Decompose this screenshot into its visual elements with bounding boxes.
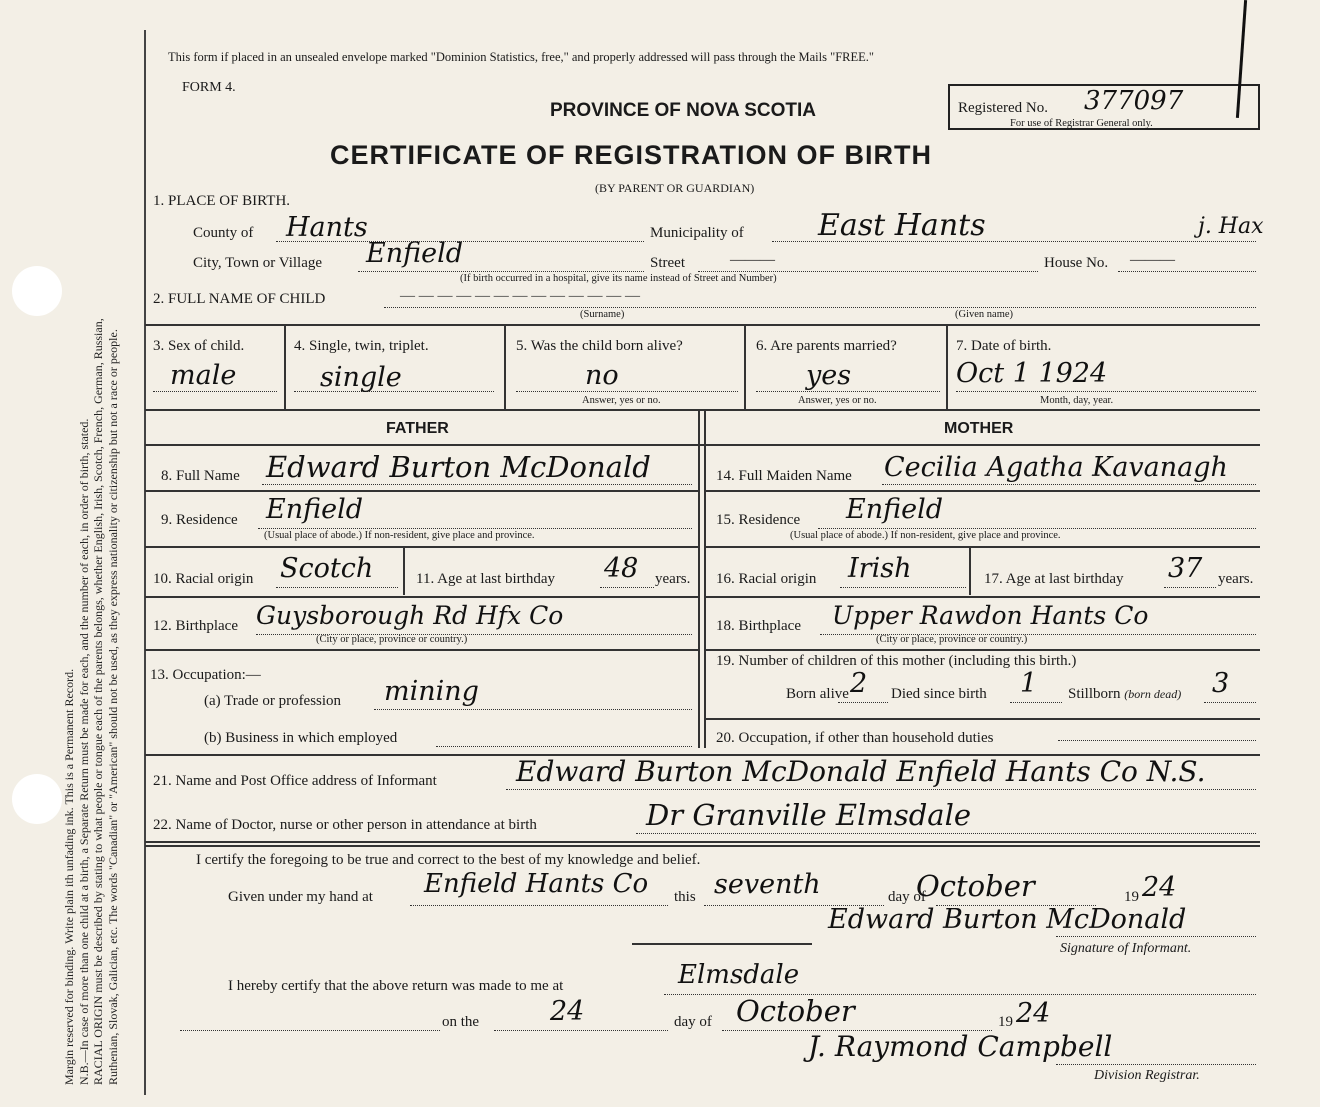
father-residence-value: Enfield	[266, 494, 364, 525]
mother-age-line	[1164, 587, 1216, 588]
mother-occupation-label: 20. Occupation, if other than household duties	[716, 730, 994, 746]
mother-residence-value: Enfield	[846, 494, 944, 525]
stillborn-line	[1204, 702, 1256, 703]
father-abode-note: (Usual place of abode.) If non-resident, give place and province.	[264, 530, 535, 541]
doctor-value: Dr Granville Elmsdale	[646, 798, 972, 832]
mother-racial-label: 16. Racial origin	[716, 571, 817, 587]
municipality-extra: j. Hax	[1198, 214, 1264, 239]
date-of-birth-line	[956, 391, 1256, 392]
registrar-signature-label: Division Registrar.	[1094, 1068, 1200, 1083]
street-value: ———	[730, 252, 775, 268]
given-place-line	[410, 905, 668, 906]
father-racial-line	[276, 587, 398, 588]
registrar-on-the-label: on the	[442, 1014, 480, 1030]
given-month-value: October	[916, 869, 1035, 903]
occupation-label: 13. Occupation:—	[150, 667, 261, 683]
father-residence-label: 9. Residence	[161, 512, 238, 528]
stillborn-label-text: Stillborn	[1068, 686, 1121, 702]
given-day-of-label: day of	[888, 889, 926, 905]
house-number-label: House No.	[1044, 255, 1109, 271]
province-heading: PROVINCE OF NOVA SCOTIA	[550, 100, 817, 121]
place-of-birth-heading: 1. PLACE OF BIRTH.	[153, 193, 291, 209]
side-note-binding: Margin reserved for binding. Write plain ith unfading ink. This is a Permanent Record.	[62, 668, 76, 1085]
street-label: Street	[650, 255, 685, 271]
postal-notice: This form if placed in an unsealed envelope marked "Dominion Statistics, free," and properly addressed will pass through the Mails "FREE."	[168, 50, 875, 64]
sex-value: male	[170, 360, 237, 391]
registered-number-box	[948, 84, 1260, 130]
business-line	[436, 746, 692, 747]
father-city-note: (City or place, province or country.)	[316, 634, 468, 645]
registrar-month-value: October	[736, 994, 855, 1028]
father-rule-1	[145, 490, 698, 492]
father-racial-value: Scotch	[280, 553, 374, 584]
date-of-birth-label: 7. Date of birth.	[956, 338, 1052, 354]
born-alive-note: Answer, yes or no.	[582, 395, 661, 406]
mother-birthplace-value: Upper Rawdon Hants Co	[832, 601, 1149, 630]
father-name-line	[262, 484, 692, 485]
mother-residence-label: 15. Residence	[716, 512, 801, 528]
side-note-multiple-births: N.B.—In case of more than one child at a birth, a Separate Return must be made for each, and the number of each, in order of birth, stated.	[76, 418, 91, 1085]
parents-married-line	[756, 391, 940, 392]
father-age-value: 48	[604, 553, 639, 584]
street-line	[698, 271, 1038, 272]
plurality-label: 4. Single, twin, triplet.	[294, 338, 429, 354]
plurality-value: single	[320, 362, 402, 393]
registrar-day-value: 24	[550, 996, 585, 1027]
died-since-birth-value: 1	[1020, 668, 1038, 699]
mother-rule-4	[705, 649, 1260, 651]
died-since-birth-label: Died since birth	[891, 686, 987, 702]
stillborn-value: 3	[1212, 668, 1230, 699]
rule-double-1	[145, 841, 1260, 843]
mother-name-label: 14. Full Maiden Name	[716, 468, 852, 484]
mother-racial-divider	[969, 547, 971, 595]
mother-racial-line	[840, 587, 966, 588]
registrar-day-of-label: day of	[674, 1014, 712, 1030]
mother-age-value: 37	[1168, 553, 1203, 584]
informant-certification-text: I certify the foregoing to be true and correct to the best of my knowledge and belief.	[196, 852, 701, 868]
registrar-line-left	[180, 1030, 440, 1031]
father-rule-4	[145, 649, 698, 651]
registrar-certification-text: I hereby certify that the above return was made to me at	[228, 978, 564, 994]
vrule-alive	[744, 325, 746, 409]
registrar-year-value: 24	[1016, 998, 1051, 1029]
city-value: Enfield	[366, 238, 464, 269]
informant-line	[506, 789, 1256, 790]
mother-abode-note: (Usual place of abode.) If non-resident, give place and province.	[790, 530, 1061, 541]
given-place-value: Enfield Hants Co	[424, 869, 649, 899]
side-note-racial-origin-cont: Ruthenian, Slovak, Galician, etc. The words "Canadian" or "American" should not be used, as they express nationality or citizenship but not a race or people.	[105, 329, 120, 1085]
doctor-line	[636, 833, 1256, 834]
punch-hole-top	[12, 266, 62, 316]
father-birthplace-value: Guysborough Rd Hfx Co	[256, 601, 564, 630]
father-racial-label: 10. Racial origin	[153, 571, 254, 587]
registrar-use-note: For use of Registrar General only.	[1010, 118, 1153, 129]
registered-number-value: 377097	[1084, 86, 1184, 116]
registrar-day-line	[494, 1030, 668, 1031]
father-age-label: 11. Age at last birthday	[416, 571, 555, 587]
registered-number-label: Registered No.	[958, 100, 1048, 116]
born-alive-value: no	[585, 360, 619, 391]
informant-signature-label: Signature of Informant.	[1060, 941, 1192, 956]
given-year-value: 24	[1142, 872, 1177, 903]
children-count-label: 19. Number of children of this mother (including this birth.)	[716, 653, 1077, 669]
municipality-value: East Hants	[818, 208, 986, 243]
born-alive-count-value: 2	[850, 668, 868, 699]
parents-married-value: yes	[806, 360, 852, 391]
house-number-line	[1118, 271, 1256, 272]
center-divider-right	[704, 410, 706, 748]
mother-rule-3	[705, 596, 1260, 598]
stillborn-label	[1068, 686, 1181, 703]
registrar-signature: J. Raymond Campbell	[808, 1030, 1113, 1063]
registrar-signature-line	[1056, 1064, 1256, 1065]
certificate-title: CERTIFICATE OF REGISTRATION OF BIRTH	[330, 140, 932, 170]
born-alive-count-line	[838, 702, 888, 703]
father-name-value: Edward Burton McDonald	[266, 450, 651, 484]
informant-signature-line	[1056, 936, 1256, 937]
born-alive-count-label: Born alive	[786, 686, 849, 702]
father-racial-divider	[403, 547, 405, 595]
vrule-married	[946, 325, 948, 409]
binding-margin-line	[144, 30, 146, 1095]
date-of-birth-value: Oct 1 1924	[956, 358, 1108, 389]
sex-line	[153, 391, 277, 392]
side-note-racial-origin: RACIAL ORIGIN must be described by stating to what people or tongue each of the parents belongs, whether English, Irish, Scotch, French, German, Russian,	[91, 318, 105, 1085]
father-residence-line	[258, 528, 692, 529]
house-number-value: ———	[1130, 252, 1175, 268]
mother-rule-2	[705, 546, 1260, 548]
mother-heading: MOTHER	[944, 420, 1014, 437]
registrar-place-value: Elmsdale	[678, 960, 800, 990]
mother-age-years: years.	[1218, 571, 1254, 587]
born-alive-label: 5. Was the child born alive?	[516, 338, 683, 354]
mother-name-line	[882, 484, 1256, 485]
county-value: Hants	[286, 212, 368, 243]
mother-city-note: (City or place, province or country.)	[876, 634, 1028, 645]
trade-label: (a) Trade or profession	[204, 693, 342, 709]
sex-label: 3. Sex of child.	[153, 338, 245, 354]
father-rule-2	[145, 546, 698, 548]
rule-after-child-details	[145, 409, 1260, 411]
certificate-subtitle: (BY PARENT OR GUARDIAN)	[595, 181, 755, 195]
given-day-value: seventh	[714, 869, 821, 900]
child-name-line	[384, 307, 1256, 308]
trade-value: mining	[384, 676, 479, 707]
given-year-prefix: 19	[1124, 889, 1139, 905]
informant-signature: Edward Burton McDonald	[828, 904, 1187, 935]
informant-value: Edward Burton McDonald Enfield Hants Co N.S.	[516, 755, 1206, 788]
given-under-hand-label: Given under my hand at	[228, 889, 373, 905]
given-this-label: this	[674, 889, 696, 905]
mother-name-value: Cecilia Agatha Kavanagh	[884, 452, 1228, 483]
father-age-years: years.	[655, 571, 691, 587]
hospital-note: (If birth occurred in a hospital, give its name instead of Street and Number)	[460, 273, 777, 284]
mother-birthplace-label: 18. Birthplace	[716, 618, 801, 634]
born-alive-line	[516, 391, 738, 392]
mother-rule-5	[705, 718, 1260, 720]
mother-residence-line	[818, 528, 1256, 529]
mother-rule-1	[705, 490, 1260, 492]
stillborn-note: (born dead)	[1124, 687, 1182, 701]
doctor-label: 22. Name of Doctor, nurse or other person in attendance at birth	[153, 817, 537, 833]
city-label: City, Town or Village	[193, 255, 323, 271]
surname-note: (Surname)	[580, 309, 625, 320]
registrar-year-prefix: 19	[998, 1014, 1013, 1030]
rule-under-parent-headings	[145, 444, 1260, 446]
father-birthplace-label: 12. Birthplace	[153, 618, 238, 634]
center-divider-left	[698, 410, 700, 748]
child-name-value: — — — — — — — — — — — — —	[400, 288, 640, 304]
parents-married-note: Answer, yes or no.	[798, 395, 877, 406]
form-number: FORM 4.	[182, 80, 236, 95]
date-of-birth-note: Month, day, year.	[1040, 395, 1114, 406]
separator-line	[632, 943, 812, 945]
informant-label: 21. Name and Post Office address of Informant	[153, 773, 437, 789]
vrule-plurality	[504, 325, 506, 409]
father-heading: FATHER	[386, 420, 449, 437]
father-age-line	[600, 587, 654, 588]
vrule-sex	[284, 325, 286, 409]
side-notes	[62, 5, 120, 1085]
trade-line	[374, 709, 692, 710]
rule-after-child-name	[145, 324, 1260, 326]
child-name-label: 2. FULL NAME OF CHILD	[153, 291, 326, 307]
died-since-birth-line	[1010, 702, 1062, 703]
given-name-note: (Given name)	[955, 309, 1014, 320]
mother-racial-value: Irish	[848, 553, 912, 584]
punch-hole-bottom	[12, 774, 62, 824]
mother-age-label: 17. Age at last birthday	[984, 571, 1124, 587]
father-rule-3	[145, 596, 698, 598]
county-label: County of	[193, 225, 254, 241]
rule-double-2	[145, 845, 1260, 847]
father-name-label: 8. Full Name	[161, 468, 240, 484]
city-line	[358, 271, 644, 272]
mother-occupation-line	[1058, 740, 1256, 741]
parents-married-label: 6. Are parents married?	[756, 338, 897, 354]
business-label: (b) Business in which employed	[204, 730, 398, 746]
municipality-label: Municipality of	[650, 225, 744, 241]
